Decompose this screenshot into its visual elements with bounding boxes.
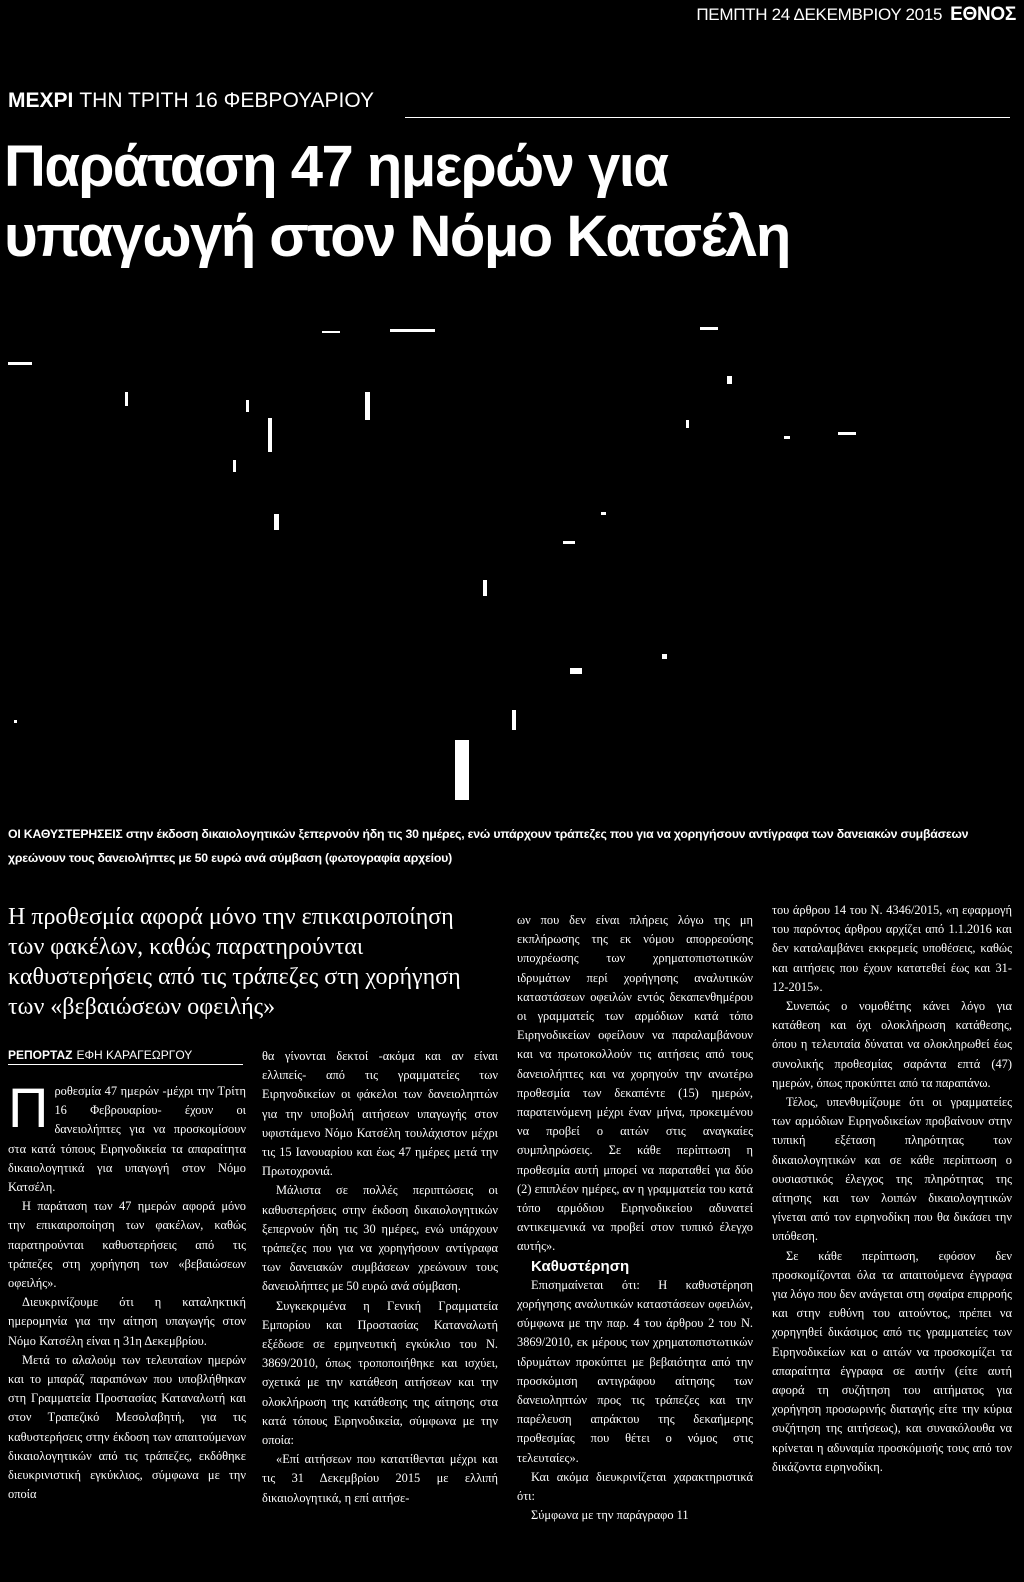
paragraph: Μάλιστα σε πολλές περιπτώσεις οι καθυστερήσεις στην έκδοση δικαιολογητικών ξεπερνούν ήδη τις 30 ημέρες, ενώ υπάρχουν τράπεζες που για να χορηγήσουν αντίγραφα των δανειακών συμβάσεων χρεώνουν τους δανειολήπτες με 50 ευρώ ανά σύμβαση. <box>262 1183 498 1294</box>
paragraph: ροθεσμία 47 ημερών -μέχρι την Τρίτη 16 Φεβρουαρίου- έχουν οι δανειολήπτες για να προσκομίσουν στα κατά τόπους Ειρηνοδικεία τα απαραίτητα δικαιολογητικά για υπαγωγή στον Νόμο Κατσέλη. <box>8 1084 246 1195</box>
article-column-1 <box>8 1076 246 1504</box>
paragraph: Σε κάθε περίπτωση, εφόσον δεν προσκομίζονται όλα τα απαιτούμενα έγγραφα για λόγο που δεν ανάγεται στη σφαίρα επιρροής και στην ευθύνη του αιτούντος, πρέπει να χορηγηθεί δικάσιμος από τις γραμματείες των Ειρηνοδικείων και ο αιτών να προσκομίζει τα απαραίτητα έγγραφα σε αυτήν (είτε αυτή αφορά τη συζήτηση του αιτήματος για χορήγηση προσωρινής διαταγής είτε την κύρια συζήτηση της αιτήσεως), και συνακόλουθα να κρίνεται η αδυναμία προσκόμισής τους από τον δικάζοντα ειρηνοδίκη. <box>772 1248 1012 1474</box>
headline <box>4 132 790 272</box>
paragraph: Σύμφωνα με την παράγραφο 11 <box>531 1508 689 1523</box>
paragraph: Διευκρινίζουμε ότι η καταληκτική ημερομηνία για την αίτηση υπαγωγής στον Νόμο Κατσέλη είναι η 31η Δεκεμβρίου. <box>8 1295 246 1348</box>
newspaper-logo: ΕΘΝΟΣ <box>950 4 1016 25</box>
subheading: Καθυστέρηση <box>531 1257 630 1275</box>
paragraph: Συνεπώς ο νομοθέτης κάνει λόγο για κατάθεση και όχι ολοκλήρωση κατάθεσης, όπου η τελευταία δύναται να ολοκληρωθεί έως συνολικής προθεσμίας σαράντα επτά (47) ημερών, όπως προκύπτει από τα παραπάνω. <box>772 999 1012 1090</box>
deck: Η προθεσμία αφορά μόνο την επικαιροποίηση των φακέλων, καθώς παρατηρούνται καθυστερήσεις από τις τράπεζες στη χορήγηση των «βεβαιώσεων οφειλής» <box>8 904 461 1020</box>
kicker-rule <box>405 117 1010 118</box>
article-column-4 <box>772 901 1012 1477</box>
caption-lead: ΟΙ ΚΑΘΥΣΤΕΡΗΣΕΙΣ <box>8 827 123 841</box>
article-column-3 <box>517 911 753 1526</box>
article-column-2 <box>262 1047 498 1508</box>
paragraph: Μετά το αλαλούμ των τελευταίων ημερών και το μπαράζ παραπόνων που υποβλήθηκαν στη Γραμματεία Προστασίας Καταναλωτή και στον Τραπεζικό Μεσολαβητή, για τις καθυστερήσεις στην έκδοση των απαιτούμενων δικαιολογητικών από τις τράπεζες, εκδόθηκε διευκρινιστική εγκύκλιος, σύμφωνα με την οποία <box>8 1352 246 1502</box>
paragraph: του άρθρου 14 του Ν. 4346/2015, «η εφαρμογή του παρόντος άρθρου αρχίζει από 1.1.2016 και δεν καταλαμβάνει εκκρεμείς υποθέσεις, καθώς και αιτήσεις που έχουν κατατεθεί έως και 31-12-2015». <box>772 903 1012 994</box>
byline-author: ΕΦΗ ΚΑΡΑΓΕΩΡΓΟΥ <box>76 1048 193 1062</box>
headline-line-2: υπαγωγή στον Νόμο Κατσέλη <box>4 204 790 269</box>
paragraph: ων που δεν είναι πλήρεις λόγω της μη εκπλήρωσης της εκ νόμου απορρεούσης υποχρέωσης των χρηματοπιστωτικών ιδρυμάτων περί χορήγησης αναλυτικών καταστάσεων οφειλών εντός δεκαπενθημέρου οι γραμματείς των αρμόδιων κατά τόπο Ειρηνοδικείων οφείλουν να παραλαμβάνουν και να πρωτοκολλούν τις αιτήσεις από τους δανειολήπτες και να χορηγούν την ανωτέρω προθεσμία των δεκαπέντε (15) ημερών, παρατεινόμενη μέχρι έναν μήνα, προκειμένου να προβεί ο αιτών στις αναγκαίες συμπληρώσεις. Σε κάθε περίπτωση η προθεσμία αυτή μπορεί να παραταθεί για δύο (2) επιπλέον ημέρες, αν η γραμματεία του κατά τόπο αρμόδιου Ειρηνοδικείου αδυνατεί αντικειμενικά να προβεί στον τυπικό έλεγχο αυτής». <box>517 913 753 1254</box>
paragraph: Και ακόμα διευκρινίζεται χαρακτηριστικά ότι: <box>517 1469 753 1504</box>
paragraph: Συγκεκριμένα η Γενική Γραμματεία Εμπορίου και Προστασίας Καταναλωτή εξέδωσε σε ερμηνευτική εγκύκλιο του Ν. 3869/2010, όπως τροποποιήθηκε και ισχύει, σχετικά με την κατάθεση αιτήσεων και την ολοκλήρωση της κατάθεσης της αίτησης στα κατά τόπους Ειρηνοδικεία, σύμφωνα με την οποία: <box>262 1298 498 1448</box>
paragraph: θα γίνονται δεκτοί -ακόμα και αν είναι ελλιπείς- από τις γραμματείες των Ειρηνοδικείων οι φάκελοι των δανειοληπτών για την υποβολή αιτήσεων υπαγωγής στον υφιστάμενο Νόμο Κατσέλη τουλάχιστον μέχρι τις 15 Ιανουαρίου και έως 47 ημέρες μετά την Πρωτοχρονιά. <box>262 1049 498 1179</box>
photo-caption <box>8 822 1013 870</box>
masthead <box>696 4 1016 26</box>
byline-label: ΡΕΠΟΡΤΑΖ <box>8 1048 73 1062</box>
paragraph: Επισημαίνεται ότι: Η καθυστέρηση χορήγησης αναλυτικών καταστάσεων οφειλών, σύμφωνα με την παρ. 4 του άρθρου 2 του Ν. 3869/2010, εκ μέρους των χρηματοπιστωτικών ιδρυμάτων προκύπτει με βεβαιότητα από την προσκόμιση αντιγράφου αίτησης των δανειοληπτών προς τις τράπεζες και την παρέλευση απράκτου της δεκαήμερης προθεσμίας που θέτει ο νόμος στις τελευταίες». <box>517 1277 753 1465</box>
drop-cap: Π <box>8 1076 49 1139</box>
paragraph: «Επί αιτήσεων που κατατίθενται μέχρι και τις 31 Δεκεμβρίου 2015 με ελλιπή δικαιολογητικά, η επί αιτήσε- <box>262 1452 498 1505</box>
caption-text: στην έκδοση δικαιολογητικών ξεπερνούν ήδη τις 30 ημέρες, ενώ υπάρχουν τράπεζες που για να χορηγήσουν αντίγραφα των δανειακών συμβάσεων χρεώνουν τους δανειολήπτες με 50 ευρώ ανά σύμβαση (φωτογραφία αρχείου) <box>8 827 969 865</box>
issue-date: ΠΕΜΠΤΗ 24 ΔΕΚΕΜΒΡΙΟΥ 2015 <box>696 5 943 24</box>
byline <box>8 1048 243 1065</box>
kicker-text: ΤΗΝ ΤΡΙΤΗ 16 ΦΕΒΡΟΥΑΡΙΟΥ <box>79 89 375 112</box>
kicker <box>8 89 374 113</box>
headline-line-1: Παράταση 47 ημερών για <box>4 134 668 199</box>
archive-photo <box>0 300 1024 820</box>
paragraph: Τέλος, υπενθυμίζουμε ότι οι γραμματείες των αρμόδιων Ειρηνοδικείων προβαίνουν στην τυπική εξέταση πληρότητας των δικαιολογητικών και σε κάθε περίπτωση ο ουσιαστικός έλεγχος της πληρότητας της αίτησης και των λοιπών δικαιολογητικών γίνεται από τον ειρηνοδίκη που θα δικάσει την υπόθεση. <box>772 1095 1012 1244</box>
paragraph: Η παράταση των 47 ημερών αφορά μόνο την επικαιροποίηση των φακέλων, καθώς παρατηρούνται καθυστερήσεις από τις τράπεζες στη χορήγηση των «βεβαιώσεων οφειλής». <box>8 1199 246 1291</box>
kicker-bold: ΜΕΧΡΙ <box>8 89 74 112</box>
